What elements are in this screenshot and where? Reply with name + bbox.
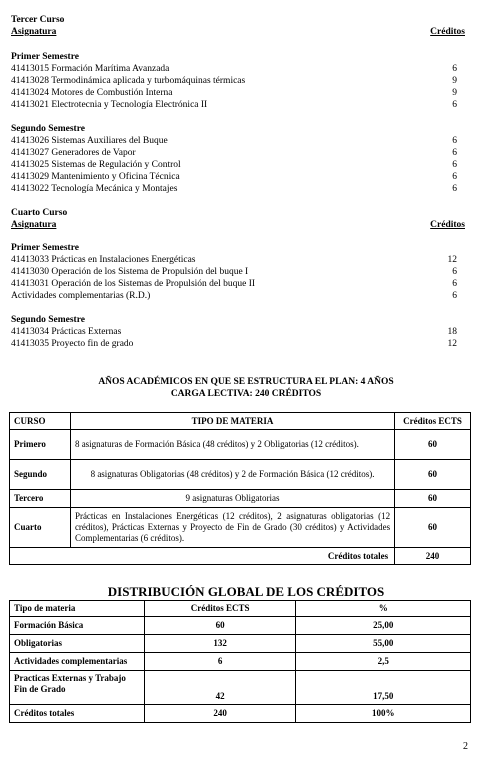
pct-header: % — [296, 601, 471, 617]
list-item: 41413034 Prácticas Externas 18 — [11, 327, 457, 337]
curso-header: CURSO — [10, 413, 71, 430]
list-item: 41413015 Formación Marítima Avanzada 6 — [11, 64, 457, 74]
table-row-total: Créditos totales 240 — [10, 548, 471, 565]
table-row: Actividades complementarias 6 2,5 — [10, 653, 471, 671]
table-row: Segundo 8 asignaturas Obligatorias (48 créditos) y 2 de Formación Básica (12 créditos). 60 — [10, 460, 471, 490]
list-item: 41413035 Proyecto fin de grado 12 — [11, 339, 457, 349]
table-row-total: Créditos totales 240 100% — [10, 705, 471, 723]
table-row: Cuarto Prácticas en Instalaciones Energéticas (12 créditos), 2 asignaturas obligatorias (12 créditos), Prácticas Externas y Proyecto de Fin de Grado (30 créditos) y Actividades Complementarias (6 créditos). 60 — [10, 508, 471, 548]
table-row: Practicas Externas y Trabajo Fin de Grado 42 17,50 — [10, 671, 471, 705]
list-item: 41413024 Motores de Combustión Interna 9 — [11, 88, 457, 98]
distribution-table — [9, 600, 471, 723]
list-item: 41413030 Operación de los Sistema de Propulsión del buque I 6 — [11, 267, 457, 277]
fourth-course-header — [11, 219, 465, 231]
table-row: Obligatorias 132 55,00 — [10, 635, 471, 653]
subject-header: Asignatura — [11, 220, 57, 230]
third-course-title: Tercer Curso — [11, 15, 65, 25]
third-course-header — [11, 26, 465, 38]
table-row: Tercero 9 asignaturas Obligatorias 60 — [10, 490, 471, 508]
subject-header: Asignatura — [11, 27, 57, 37]
tipo-header: TIPO DE MATERIA — [70, 413, 394, 430]
plan-heading-line1: AÑOS ACADÉMICOS EN QUE SE ESTRUCTURA EL PLAN: 4 AÑOS — [98, 377, 394, 387]
ects-header: Créditos ECTS — [144, 601, 296, 617]
plan-heading-line2: CARGA LECTIVA: 240 CRÉDITOS — [170, 389, 322, 399]
creditos-header: Créditos ECTS — [395, 413, 471, 430]
fourth-course-title: Cuarto Curso — [11, 208, 68, 218]
list-item: 41413022 Tecnología Mecánica y Montajes 6 — [11, 184, 457, 194]
page-number: 2 — [463, 741, 468, 752]
distribution-title: DISTRIBUCIÓN GLOBAL DE LOS CRÉDITOS — [107, 584, 385, 599]
table-row: Formación Básica 60 25,00 — [10, 617, 471, 635]
credits-header: Créditos — [430, 27, 465, 37]
table-row: Primero 8 asignaturas de Formación Básica (48 créditos) y 2 Obligatorias (12 créditos). 60 — [10, 430, 471, 460]
list-item: 41413033 Prácticas en Instalaciones Energéticas 12 — [11, 255, 457, 265]
tipo-header: Tipo de materia — [10, 601, 145, 617]
list-item: 41413029 Mantenimiento y Oficina Técnica 6 — [11, 172, 457, 182]
list-item: 41413031 Operación de los Sistemas de Propulsión del buque II 6 — [11, 279, 457, 289]
list-item: 41413021 Electrotecnia y Tecnología Electrónica II 6 — [11, 100, 457, 110]
third-sem2-title: Segundo Semestre — [11, 124, 85, 134]
plan-table — [9, 412, 471, 565]
fourth-sem1-title: Primer Semestre — [11, 243, 79, 253]
list-item: 41413025 Sistemas de Regulación y Control 6 — [11, 160, 457, 170]
list-item: 41413026 Sistemas Auxiliares del Buque 6 — [11, 136, 457, 146]
credits-header: Créditos — [430, 220, 465, 230]
list-item: 41413027 Generadores de Vapor 6 — [11, 148, 457, 158]
list-item: Actividades complementarias (R.D.) 6 — [11, 291, 457, 301]
fourth-sem2-title: Segundo Semestre — [11, 315, 85, 325]
third-sem1-title: Primer Semestre — [11, 52, 79, 62]
list-item: 41413028 Termodinámica aplicada y turbomáquinas térmicas 9 — [11, 76, 457, 86]
